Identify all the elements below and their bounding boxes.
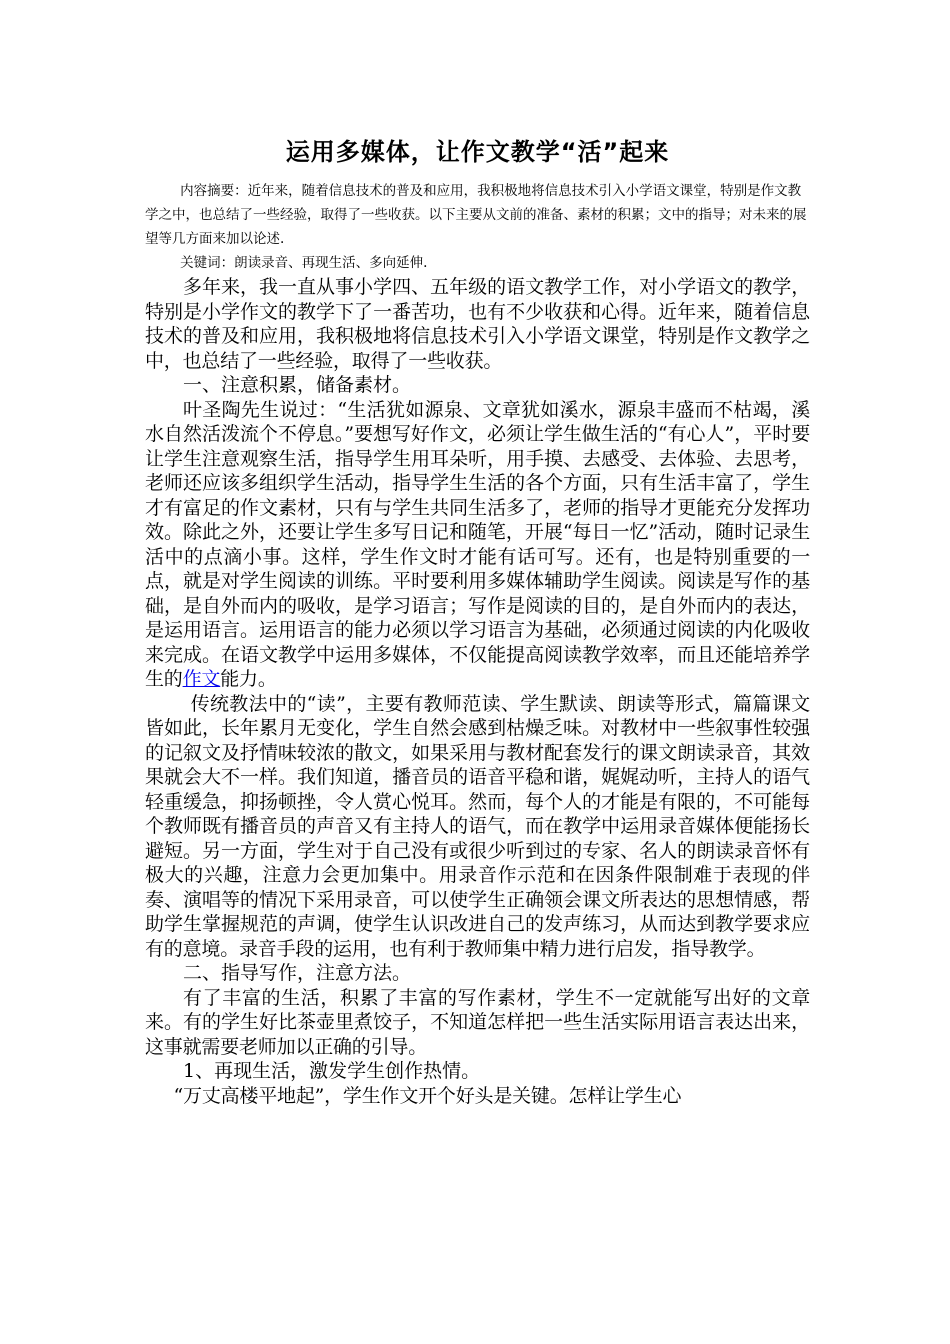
document-title: 运用多媒体，让作文教学“活”起来 (285, 138, 670, 166)
paragraph-opening: “万丈高楼平地起”，学生作文开个好头是关键。怎样让学生心 (173, 1084, 682, 1107)
paragraph-intro: 多年来，我一直从事小学四、五年级的语文教学工作，对小学语文的教学，特别是小学作文的教学下了一番苦功，也有不少收获和心得。近年来，随着信息技术的普及和应用，我积极地将信息技术引入小学语文课堂，特别是作文教学之中，也总结了一些经验，取得了一些收获。 (145, 276, 810, 372)
composition-link[interactable]: 作文 (182, 668, 221, 690)
section-heading-2: 二、指导写作，注意方法。 (183, 962, 412, 984)
paragraph-accumulation-text: 叶圣陶先生说过：“生活犹如源泉、文章犹如溪水，源泉丰盛而不枯竭，溪水自然活泼流个不停息。”要想写好作文，必须让学生做生活的“有心人”，平时要让学生注意观察生活，指导学生用耳朵听，用手摸、去感受、去体验、去思考，老师还应该多组织学生活动，指导学生生活的各个方面，只有生活丰富了，学生才有富足的作文素材，只有与学生共同生活多了，老师的指导才更能充分发挥功效。除此之外，还要让学生多写日记和随笔，开展“每日一忆”活动，随时记录生活中的点滴小事。这样，学生作文时才能有话可写。还有，也是特别重要的一点，就是对学生阅读的训练。平时要利用多媒体辅助学生阅读。阅读是写作的基础，是自外而内的吸收，是学习语言；写作是阅读的目的，是自外而内的表达，是运用语言。运用语言的能力必须以学习语言为基础，必须通过阅读的内化吸收来完成。在语文教学中运用多媒体，不仅能提高阅读教学效率，而且还能培养学生的 (145, 398, 810, 690)
keywords: 关键词：朗读录音、再现生活、多向延伸. (180, 255, 428, 271)
document-page (145, 132, 810, 1108)
paragraph-accumulation (145, 398, 810, 692)
abstract: 内容摘要：近年来，随着信息技术的普及和应用，我积极地将信息技术引入小学语文课堂，特别是作文教学之中，也总结了一些经验，取得了一些收获。以下主要从文前的准备、素材的积累；文中的指导；对未来的展望等几方面来加以论述. (145, 183, 807, 247)
paragraph-accumulation-end: 能力。 (220, 668, 277, 690)
paragraph-reading: 传统教法中的“读”，主要有教师范读、学生默读、朗读等形式，篇篇课文皆如此，长年累月无变化，学生自然会感到枯燥乏味。对教材中一些叙事性较强的记叙文及抒情味较浓的散文，如果采用与教材配套发行的课文朗读录音，其效果就会大不一样。我们知道，播音员的语音平稳和谐，娓娓动听，主持人的语气轻重缓急，抑扬顿挫，令人赏心悦耳。然而，每个人的才能是有限的，不可能每个教师既有播音员的声音又有主持人的语气，而在教学中运用录音媒体便能扬长避短。另一方面，学生对于自己没有或很少听到过的专家、名人的朗读录音怀有极大的兴趣，注意力会更加集中。用录音作示范和在因条件限制难于表现的伴奏、演唱等的情况下采用录音，可以使学生正确领会课文所表达的思想情感，帮助学生掌握规范的声调，使学生认识改进自己的发声练习，从而达到教学要求应有的意境。录音手段的运用，也有利于教师集中精力进行启发，指导教学。 (145, 692, 810, 960)
section-heading-1: 一、注意积累，储备素材。 (183, 374, 412, 396)
subsection-heading-1: 1、再现生活，激发学生创作热情。 (183, 1060, 481, 1082)
paragraph-guidance: 有了丰富的生活，积累了丰富的写作素材，学生不一定就能写出好的文章来。有的学生好比茶壶里煮饺子，不知道怎样把一些生活实际用语言表达出来，这事就需要老师加以正确的引导。 (145, 986, 810, 1058)
